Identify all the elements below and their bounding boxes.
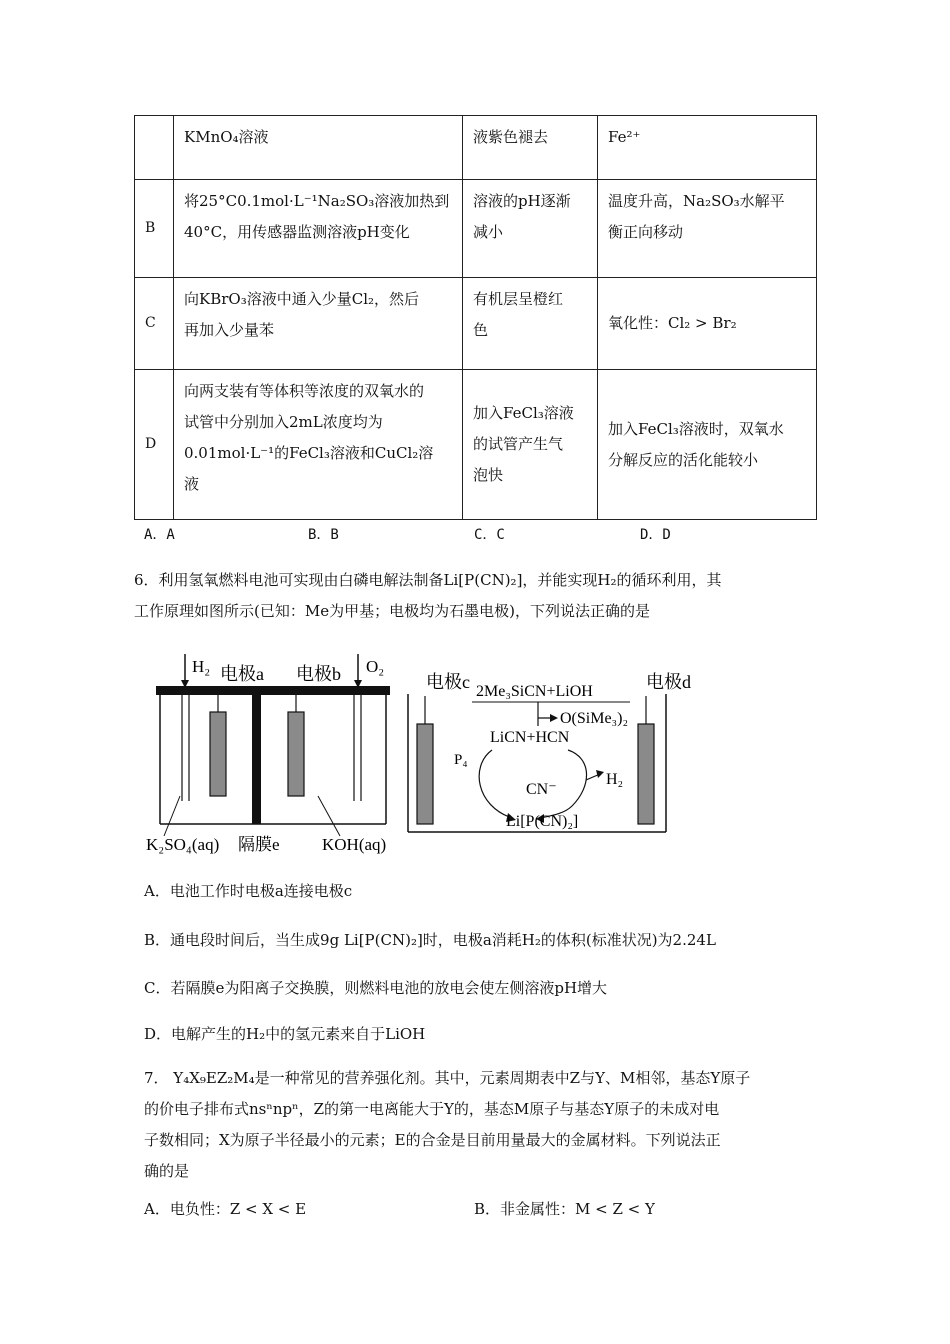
electrode-d-label: 电极d	[646, 672, 691, 692]
cell-text: 试管中分别加入2mL浓度均为	[184, 413, 383, 431]
cell-text: 泡快	[473, 466, 504, 484]
k2so4-label: K₂SO₄(aq)	[146, 835, 220, 854]
cell-text: KMnO₄溶液	[184, 128, 269, 146]
cell-text: 向两支装有等体积等浓度的双氧水的	[184, 382, 425, 400]
cell-text: 分解反应的活化能较小	[608, 450, 759, 469]
cell-phenomenon	[463, 278, 598, 370]
cn-label: CN⁻	[526, 781, 557, 798]
h2-out-label: H₂	[606, 771, 624, 788]
cell-text: 再加入少量苯	[184, 321, 275, 339]
koh-label: KOH(aq)	[322, 835, 387, 854]
q5-option-c[interactable]: C．C	[474, 527, 505, 543]
cell-operation	[174, 116, 463, 180]
q6-option-d[interactable]: D．电解产生的H₂中的氢元素来自于LiOH	[144, 1025, 426, 1043]
cell-conclusion	[598, 116, 817, 180]
experiment-table	[134, 115, 817, 520]
electrode-d	[638, 724, 654, 824]
cell-operation	[174, 180, 463, 278]
byproduct-arrow	[538, 702, 552, 718]
cell-text: 色	[473, 321, 489, 339]
q6-option-c[interactable]: C．若隔膜e为阳离子交换膜，则燃料电池的放电会使左侧溶液pH增大	[144, 979, 608, 997]
cell-text: 有机层呈橙红	[473, 290, 564, 308]
cell-text: 加入FeCl₃溶液	[473, 404, 574, 422]
cell-text: 减小	[473, 223, 504, 241]
row-label-empty	[135, 116, 174, 180]
cell-text: 向KBrO₃溶液中通入少量Cl₂，然后	[184, 290, 419, 308]
cell-text: 衡正向移动	[608, 223, 684, 241]
cell-text: Fe²⁺	[608, 128, 641, 146]
cell-text: 液	[184, 475, 200, 493]
cell-text: 液紫色褪去	[473, 128, 549, 146]
cell-text: 加入FeCl₃溶液时，双氧水	[608, 419, 784, 438]
product-label: Li[P(CN)₂]	[506, 813, 579, 830]
fuel-cell	[146, 654, 390, 854]
q7-stem-line: 7． Y₄X₉EZ₂M₄是一种常见的营养强化剂。其中，元素周期表中Z与Y、M相邻，基态Y原子	[144, 1069, 751, 1087]
electrolysis-diagram	[140, 646, 691, 858]
cell-operation	[174, 370, 463, 520]
electrode-a	[210, 712, 226, 796]
q7-stem-line: 子数相同；X为原子半径最小的元素；E的合金是目前用量最大的金属材料。下列说法正	[144, 1131, 721, 1149]
electrode-b-label: 电极b	[296, 664, 341, 684]
cell-phenomenon	[463, 116, 598, 180]
q7-stem-line: 的价电子排布式nsⁿnpⁿ，Z的第一电离能大于Y的，基态M原子与基态Y原子的未成对电	[144, 1100, 720, 1118]
h2-label: H₂	[192, 657, 211, 676]
q6-stem-line: 工作原理如图所示(已知：Me为甲基；电极均为石墨电极)，下列说法正确的是	[134, 602, 650, 620]
cell-text: 将25°C0.1mol·L⁻¹Na₂SO₃溶液加热到	[184, 192, 450, 210]
cell-text: 氧化性：Cl₂ > Br₂	[608, 314, 737, 332]
table-row-c	[135, 278, 817, 370]
reactants-label: 2Me₃SiCN+LiOH	[476, 683, 593, 700]
q6-option-b[interactable]: B．通电段时间后，当生成9g Li[P(CN)₂]时，电极a消耗H₂的体积(标准状况)为2.24L	[144, 931, 716, 949]
cell-phenomenon	[463, 370, 598, 520]
leader-line	[318, 796, 340, 836]
p4-label: P₄	[454, 752, 468, 768]
q7-stem-line: 确的是	[144, 1162, 190, 1180]
q6-stem-line: 6．利用氢氧燃料电池可实现由白磷电解法制备Li[P(CN)₂]，并能实现H₂的循环利用，其	[134, 571, 722, 589]
cell-text: 溶液的pH逐渐	[473, 192, 571, 210]
electrode-c	[417, 724, 433, 824]
cell-conclusion	[598, 180, 817, 278]
p4-path-arrow	[479, 750, 512, 818]
cell-text: 0.01mol·L⁻¹的FeCl₃溶液和CuCl₂溶	[184, 444, 434, 462]
table-row-d	[135, 370, 817, 520]
cell-text: 温度升高，Na₂SO₃水解平	[608, 192, 785, 210]
q7-option-a[interactable]: A．电负性：Z < X < E	[144, 1200, 307, 1218]
table-row-b	[135, 180, 817, 278]
q5-option-a[interactable]: A．A	[144, 527, 175, 543]
row-label: C	[135, 278, 174, 370]
cell-conclusion	[598, 278, 817, 370]
leader-line	[164, 796, 180, 836]
electrode-b	[288, 712, 304, 796]
cell-phenomenon	[463, 180, 598, 278]
cell-text: 40°C，用传感器监测溶液pH变化	[184, 223, 410, 241]
cell-text: 的试管产生气	[473, 435, 564, 453]
membrane-label: 隔膜e	[238, 835, 280, 854]
o2-label: O₂	[366, 657, 385, 676]
table-row-a	[135, 116, 817, 180]
q6-option-a[interactable]: A．电池工作时电极a连接电极c	[144, 882, 353, 900]
q5-option-b[interactable]: B．B	[308, 527, 339, 543]
intermediate-label: LiCN+HCN	[490, 729, 570, 746]
cell-conclusion	[598, 370, 817, 520]
cell-top-plate	[156, 686, 390, 695]
q7-stem	[144, 1063, 824, 1187]
q5-option-d[interactable]: D．D	[640, 527, 671, 543]
electrode-a-label: 电极a	[220, 664, 264, 684]
q7-option-b[interactable]: B．非金属性：M < Z < Y	[474, 1200, 655, 1218]
cell-operation	[174, 278, 463, 370]
byproduct-label: O(SiMe₃)₂	[560, 710, 629, 727]
row-label: D	[135, 370, 174, 520]
membrane-e	[252, 695, 261, 824]
electrolytic-cell	[408, 671, 691, 832]
q6-stem	[134, 565, 824, 627]
row-label: B	[135, 180, 174, 278]
electrode-c-label: 电极c	[426, 672, 470, 692]
